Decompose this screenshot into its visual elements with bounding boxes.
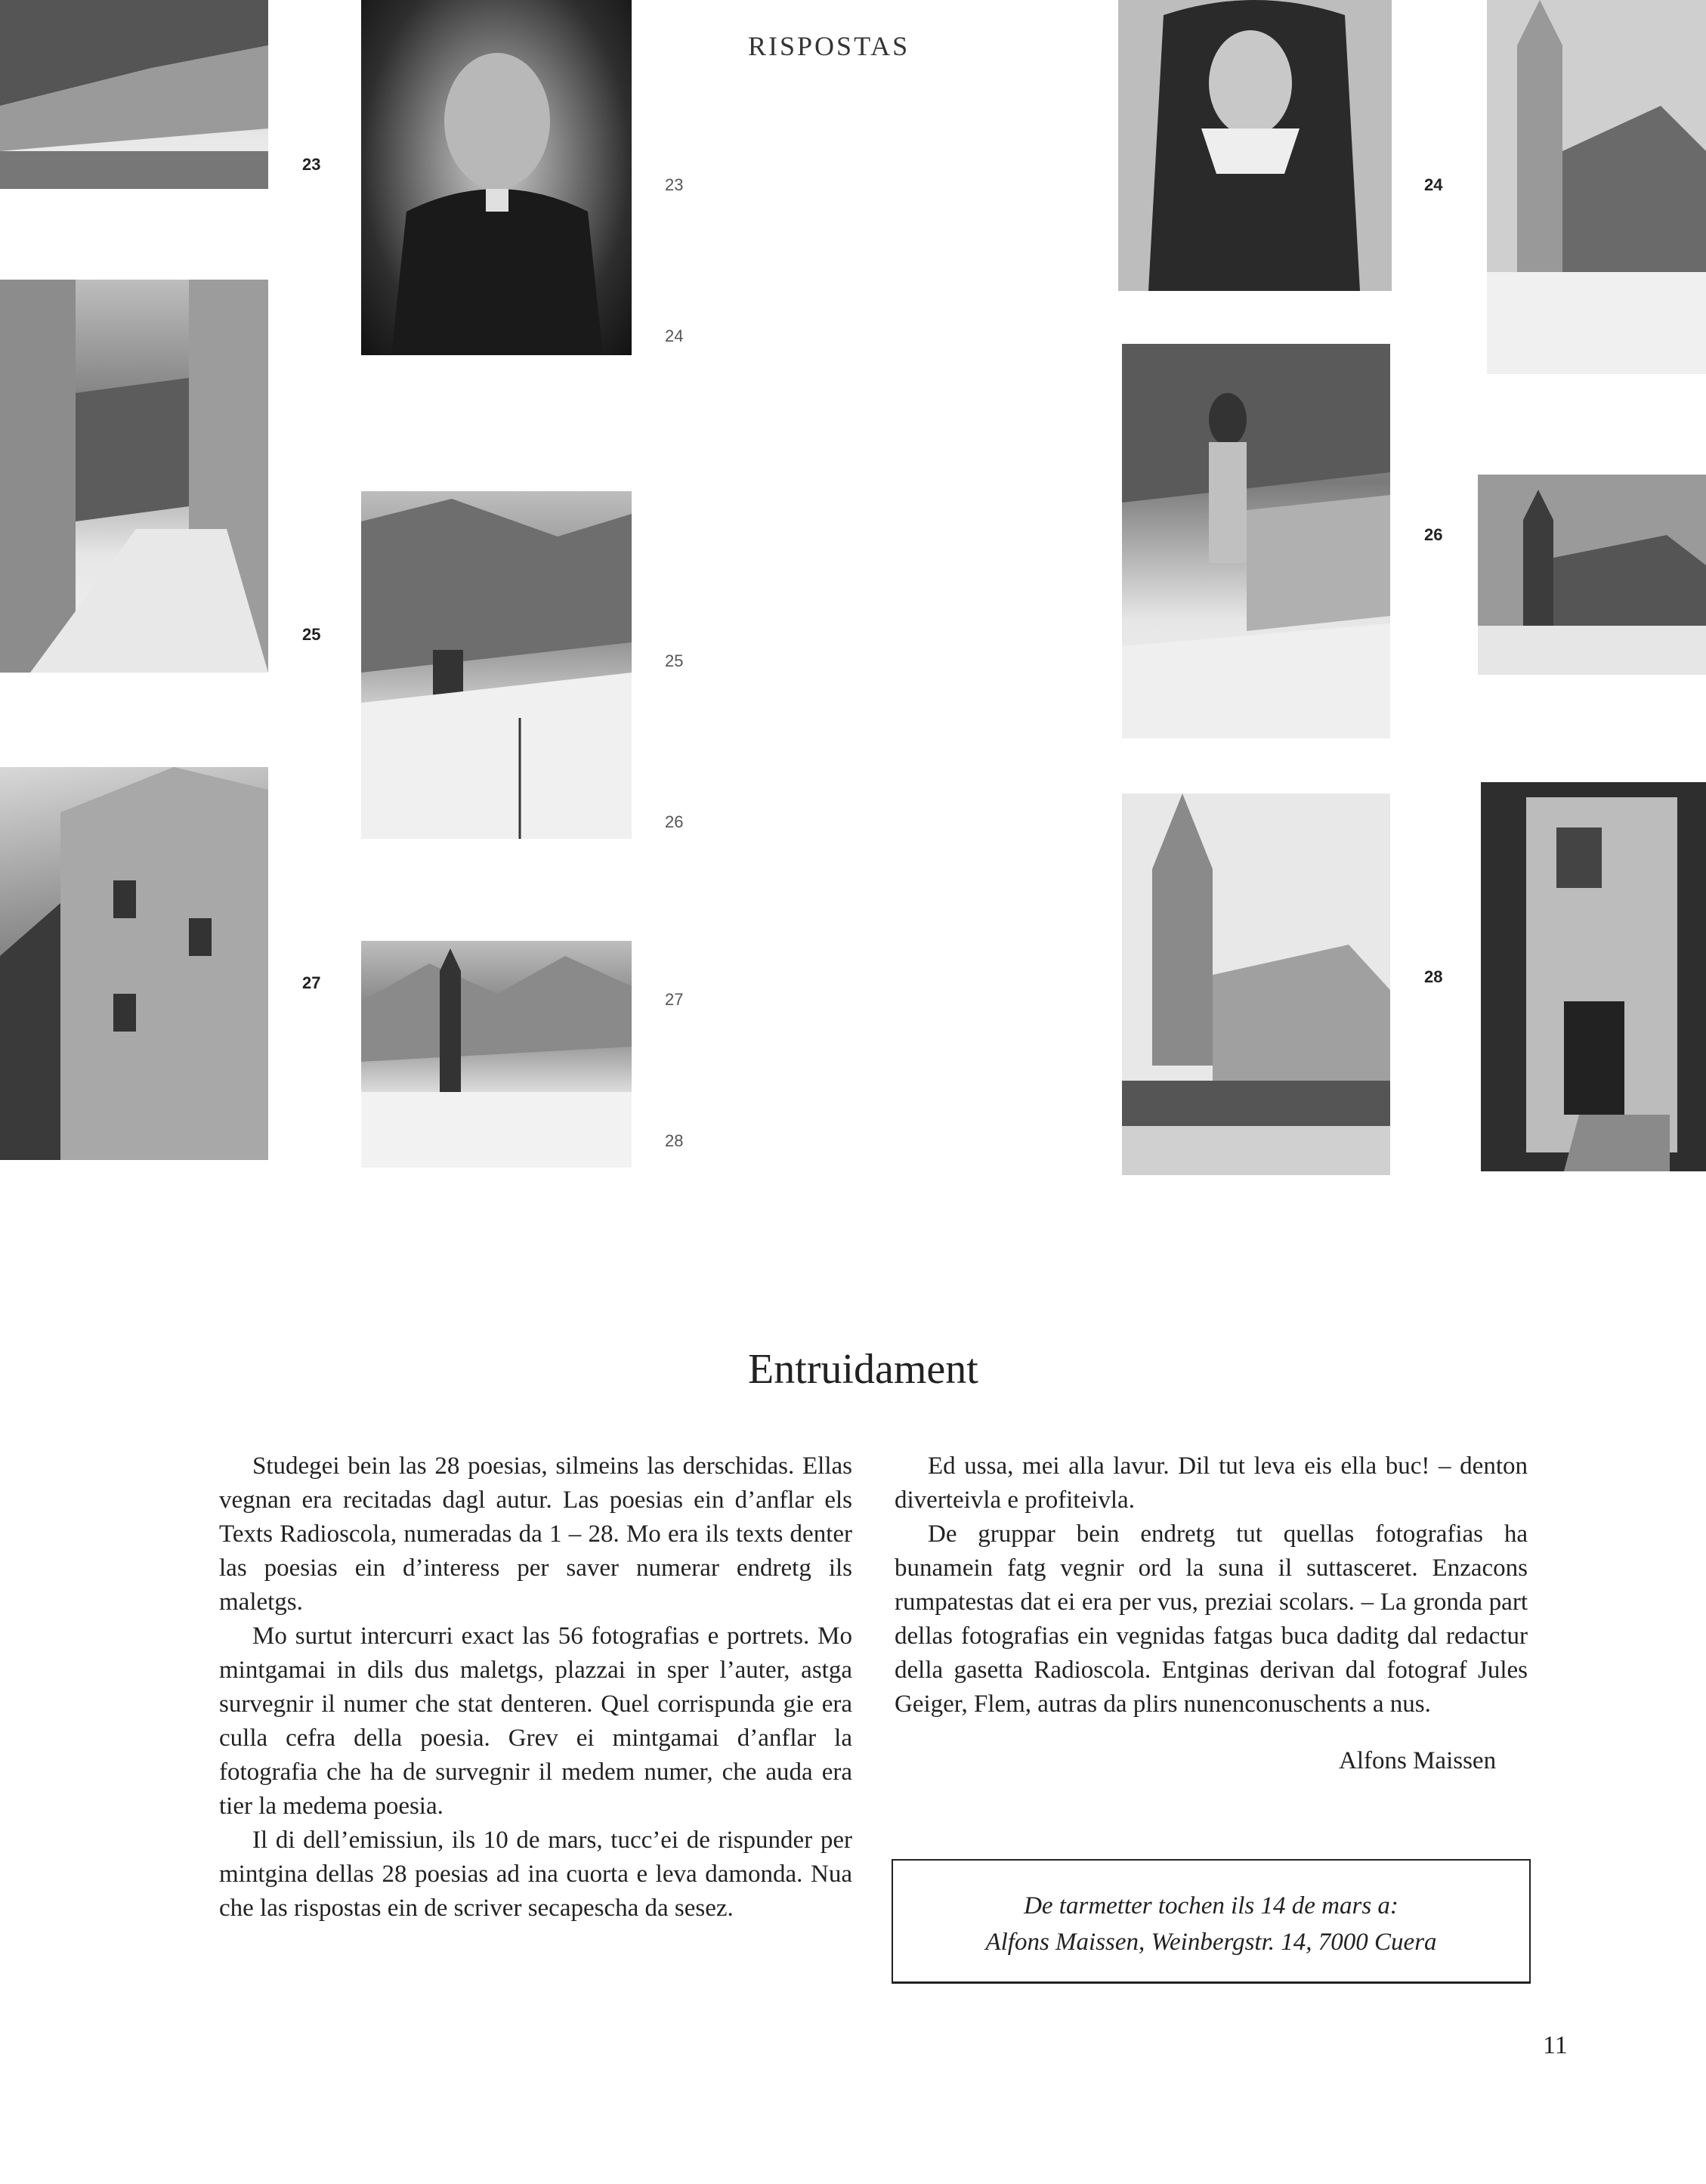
left-column: [219, 1449, 852, 1926]
photo-church-larch: [1478, 475, 1706, 675]
paragraph: Studegei bein las 28 poesias, silmeins las derschidas. Ellas vegnan era recitadas dagl autur. Las poesias ein d’anflar els Texts Radioscola, numeradas da 1 – 28. Mo era ils texts denter las poesias ein d’interess per saver numerar endretg ils maletgs.: [219, 1452, 852, 1616]
right-column: [895, 1449, 1528, 1722]
notice-line-1: De tarmetter tochen ils 14 de mars a:: [1024, 1892, 1398, 1920]
photo-palace-courtyard: [1481, 782, 1706, 1171]
photo-number-light: 25: [665, 651, 684, 670]
photo-number-light: 27: [665, 990, 684, 1009]
photo-number-light: 28: [665, 1131, 684, 1150]
photo-church-mountains: [361, 941, 632, 1168]
paragraph: Ed ussa, mei alla lavur. Dil tut leva eis ella buc! – denton diverteivla e profiteivla.: [895, 1452, 1528, 1514]
paragraph: Il di dell’emissiun, ils 10 de mars, tucc’ei de rispunder per mintgina dellas 28 poesias ad ina cuorta e leva damonda. Nua che las rispostas ein de scriver secapescha da sesez.: [219, 1827, 852, 1922]
photo-number-light: 24: [665, 326, 684, 345]
photo-number-bold: 23: [302, 155, 321, 174]
photo-number-bold: 27: [302, 973, 321, 992]
photo-onion-dome-church: [1122, 344, 1390, 738]
photo-portrait-nobleman: [1118, 0, 1392, 291]
photo-number-bold: 25: [302, 625, 321, 644]
photo-mountain-chapel: [361, 491, 632, 839]
photo-number-light: 23: [665, 175, 684, 194]
page-number: 11: [1543, 2031, 1568, 2059]
photo-number-bold: 28: [1424, 967, 1443, 986]
paragraph: De gruppar bein endretg tut quellas fotografias ha bunamein fatg vegnir ord la suna il suttasceret. Enzacons rumpatestas dat ei era per vus, preziai scolars. – La gronda part dellas fotografias ein vegnidas fatgas buca daditg dal redactur della gasetta Radioscola. Entginas derivan dal fotograf Jules Geiger, Flem, autras da plirs nunenconuschents a nus.: [895, 1520, 1528, 1718]
photo-number-bold: 24: [1424, 175, 1443, 194]
page-header: RISPOSTAS: [748, 31, 910, 61]
article-title: Entruidament: [748, 1346, 978, 1393]
photo-portrait-priest: [361, 0, 632, 355]
photo-village-valley: [0, 0, 268, 189]
notice-box: [892, 1859, 1531, 1984]
photo-church-tower-tree: [1487, 0, 1706, 374]
photo-village-street: [0, 280, 268, 673]
photo-number-bold: 26: [1424, 525, 1443, 544]
photo-number-light: 26: [665, 812, 684, 831]
paragraph: Mo surtut intercurri exact las 56 fotografias e portrets. Mo mintgamai in dils dus maletgs, plazzai in sper l’auter, astga survegnir il numer che stat denteren. Quel corrispunda gie era culla cefra della poesia. Grev ei mintgamai d’anflar la fotografia che ha de survegnir il medem numer, che auda era tier la medema poesia.: [219, 1623, 852, 1820]
notice-line-2: Alfons Maissen, Weinbergstr. 14, 7000 Cuera: [985, 1929, 1437, 1956]
author-signature: Alfons Maissen: [1339, 1747, 1497, 1774]
photo-church-sheep: [1122, 793, 1390, 1175]
photo-old-house: [0, 767, 268, 1160]
